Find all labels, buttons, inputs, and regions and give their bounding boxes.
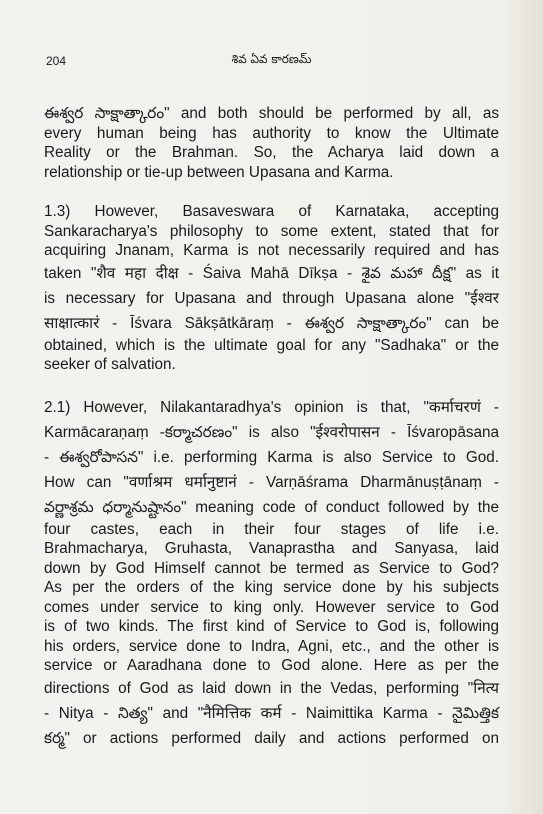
- text-line: 1.3) However, Basaveswara of Karnataka, accepting: [44, 203, 499, 220]
- text-line: How can "वर्णाश्रम धर्मानुष्टानं - Varṇāśrama Dharmānuṣṭānaṃ -: [44, 473, 499, 491]
- text-line: Sankaracharya's philosophy to some extent, stated that for: [44, 222, 499, 240]
- paragraph-1-3: [44, 202, 499, 375]
- text-line: వర్ణాశ్రమ ధర్మానుష్టానం" meaning code of conduct followed by the: [44, 498, 499, 516]
- text-line: 2.1) However, Nilakantaradhya's opinion is that, "कर्माचरणं -: [44, 398, 499, 416]
- text-line: - ఈశ్వరోపాసన" i.e. performing Karma is also Service to God.: [44, 448, 499, 466]
- text-line: साक्षात्कारं - Īśvara Sākṣātkāraṃ - ఈశ్వర సాక్షాత్కారం" can be: [44, 314, 499, 332]
- running-title: శివ ఏవ కారణమ్: [231, 52, 312, 66]
- text-line: four castes, each in their four stages of life i.e.: [44, 520, 499, 538]
- text-line: is of two kinds. The first kind of Service to God is, following: [44, 618, 499, 635]
- page-header: [44, 50, 499, 70]
- paragraph-2-1: [44, 395, 499, 751]
- text-line: service or Aaradhana done to God alone. Here as per the: [44, 657, 499, 674]
- paragraph-continuation: [44, 104, 499, 182]
- text-line: down by God Himself cannot be termed as Service to God?: [44, 559, 499, 577]
- text-line: కర్మ" or actions performed daily and actions performed on: [44, 729, 499, 747]
- text-line: acquiring Jnanam, Karma is not necessarily required and has: [44, 242, 499, 259]
- text-line: comes under service to king only. However service to God: [44, 598, 499, 616]
- text-line: relationship or tie-up between Upasana and Karma.: [44, 163, 394, 181]
- text-line: As per the orders of the king service done by his subjects: [44, 579, 499, 596]
- body-text: [44, 104, 499, 764]
- text-line: obtained, which is the ultimate goal for any "Sadhaka" or the: [44, 336, 499, 354]
- text-line: taken "शैव महा दीक्ष - Śaiva Mahā Dīkṣa - శైవ మహా దీక్ష" as it: [44, 264, 499, 282]
- text-line: - Nitya - నిత్య" and "नैमित्तिक कर्म - Naimittika Karma - నైమిత్తిక: [44, 704, 499, 722]
- text-line: ఈశ్వర సాక్షాత్కారం" and both should be performed by all, as: [44, 105, 499, 122]
- text-line: his orders, service done to Indra, Agni, etc., and the other is: [44, 637, 499, 655]
- text-line: seeker of salvation.: [44, 356, 176, 373]
- page-number: 204: [46, 54, 67, 68]
- text-line: Reality or the Brahman. So, the Acharya laid down a: [44, 144, 499, 161]
- text-line: Karmācaraṇaṃ -కర్మాచరణం" is also "ईश्वरोपासन - Īśvaropāsana: [44, 423, 499, 441]
- text-line: Brahmacharya, Gruhasta, Vanaprastha and Sanyasa, laid: [44, 540, 499, 557]
- text-line: is necessary for Upasana and through Upasana alone "ईश्वर: [44, 289, 499, 307]
- text-line: every human being has authority to know the Ultimate: [44, 124, 499, 142]
- text-line: directions of God as laid down in the Vedas, performing "नित्य: [44, 679, 499, 697]
